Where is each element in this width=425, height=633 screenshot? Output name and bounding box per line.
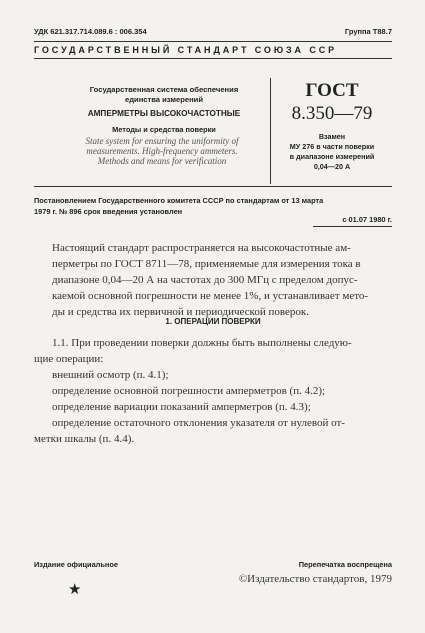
clause-1-1-line1: 1.1. При проведении поверки должны быть выполнены следую-	[52, 337, 352, 349]
title-en-line1: State system for ensuring the uniformity of	[85, 136, 239, 146]
udk-code: УДК 621.317.714.089.6 : 006.354	[34, 27, 147, 36]
intro-paragraph	[34, 240, 392, 320]
group-code: Группа Т88.7	[344, 27, 392, 36]
intro-line1: Настоящий стандарт распространяется на высокочастотные ам-	[52, 242, 351, 254]
copyright-note: ©Издательство стандартов, 1979	[238, 573, 392, 585]
section-heading: 1. ОПЕРАЦИИ ПОВЕРКИ	[165, 317, 261, 326]
clause-1-1-line2: щие операции:	[34, 353, 104, 365]
title-en-line2: measurements. High-frequency ammeters.	[86, 146, 238, 156]
replace-line1: МУ 276 в части поверки	[289, 142, 375, 151]
banner-rule	[34, 58, 392, 59]
gost-label: ГОСТ	[305, 80, 359, 101]
decree-text	[34, 195, 392, 217]
intro-line2: перметры по ГОСТ 8711—78, применяемые для измерения тока в	[52, 258, 361, 270]
list-item: определение вариации показаний амперметров (п. 4.3);	[52, 401, 311, 413]
intro-line4: каемой основной погрешности не менее 1%, и устанавливает мето-	[52, 290, 369, 302]
intro-line3: диапазоне 0,04—20 А на частотах до 300 МГц с пределом допус-	[52, 274, 358, 286]
list-item: определение основной погрешности амперметров (п. 4.2);	[52, 385, 326, 397]
replace-label: Взамен	[318, 132, 346, 141]
gost-number: 8.350—79	[291, 103, 373, 124]
list-item: определение остаточного отклонения указателя от нулевой от-	[52, 417, 345, 429]
list-item: внешний осмотр (п. 4.1);	[52, 369, 169, 381]
title-divider	[270, 78, 271, 184]
reprint-prohibited-note: Перепечатка воспрещена	[298, 560, 392, 569]
state-standard-banner: ГОСУДАРСТВЕННЫЙ СТАНДАРТ СОЮЗА ССР	[34, 45, 338, 55]
decree-line2: 1979 г. № 896 срок введения установлен	[34, 207, 183, 216]
star-icon: ★	[68, 582, 82, 598]
list-item-continuation: метки шкалы (п. 4.4).	[34, 433, 135, 445]
system-title-line1: Государственная система обеспечения	[89, 85, 239, 94]
official-edition-note: Издание официальное	[34, 560, 119, 569]
system-title	[64, 85, 264, 105]
title-bottom-rule	[34, 186, 392, 187]
date-underline	[313, 226, 392, 227]
methods-title-ru: Методы и средства поверки	[112, 125, 216, 134]
effective-date: с 01.07 1980 г.	[342, 215, 392, 224]
operations-list	[34, 335, 392, 447]
replace-line3: 0,04—20 А	[313, 162, 351, 171]
title-en-line3: Methods and means for verification	[97, 156, 227, 166]
decree-line1: Постановлением Государственного комитета СССР по стандартам от 13 марта	[34, 196, 324, 205]
system-title-line2: единства измерений	[124, 95, 204, 104]
intro-line5: ды и средства их первичной и периодической поверок.	[52, 306, 309, 318]
replacement-note	[272, 132, 392, 172]
standard-title-en	[57, 136, 267, 166]
replace-line2: в диапазоне измерений	[289, 152, 375, 161]
standard-title-ru: АМПЕРМЕТРЫ ВЫСОКОЧАСТОТНЫЕ	[87, 109, 241, 118]
top-rule	[34, 41, 392, 42]
